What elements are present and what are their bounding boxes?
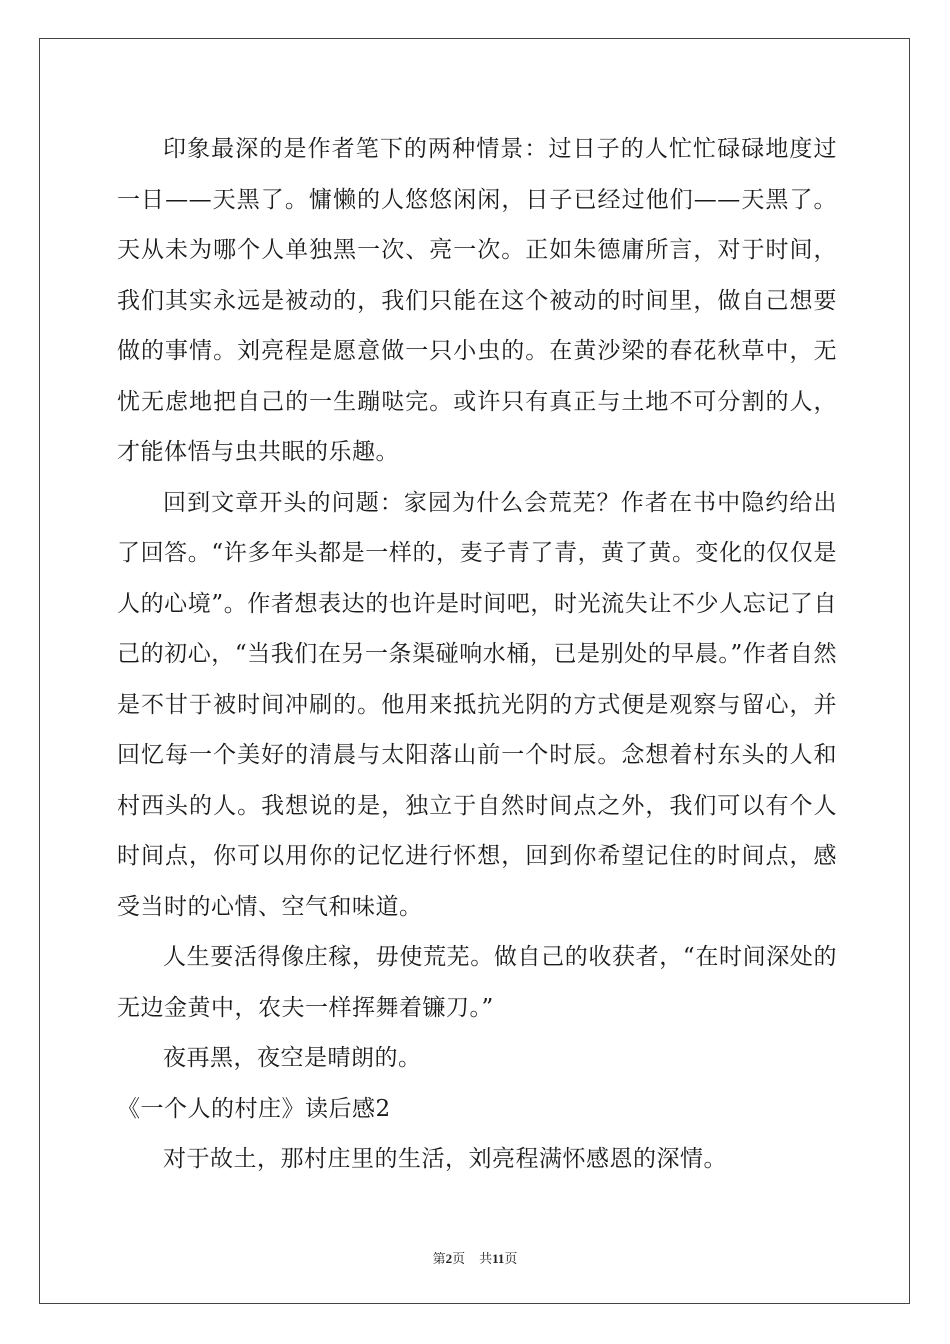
paragraph-3: 人生要活得像庄稼，毋使荒芜。做自己的收获者，“在时间深处的无边金黄中，农夫一样挥舞着镰刀。” — [117, 944, 837, 1021]
page-suffix: 页 — [452, 1251, 466, 1266]
page-prefix: 第 — [432, 1251, 446, 1266]
section-paragraph: 对于故土，那村庄里的生活，刘亮程满怀感恩的深情。 — [163, 1146, 727, 1172]
total-prefix: 共 — [479, 1251, 493, 1266]
page-number: 2 — [445, 1251, 453, 1266]
document-body — [117, 124, 837, 1185]
paragraph-2: 回到文章开头的问题：家园为什么会荒芜？作者在书中隐约给出了回答。“许多年头都是一样的，麦子青了青，黄了黄。变化的仅仅是人的心境”。作者想表达的也许是时间吧，时光流失让不少人忘记了自己的初心，“当我们在另一条渠碰响水桶，已是别处的早晨。”作者自然是不甘于被时间冲刷的。他用来抵抗光阴的方式便是观察与留心，并回忆每一个美好的清晨与太阳落山前一个时辰。念想着村东头的人和村西头的人。我想说的是，独立于自然时间点之外，我们可以有个人时间点，你可以用你的记忆进行怀想，回到你希望记住的时间点，感受当时的心情、空气和味道。 — [117, 489, 837, 920]
paragraph-4: 夜再黑，夜空是晴朗的。 — [163, 1045, 422, 1071]
section-title: 《一个人的村庄》读后感2 — [117, 1095, 391, 1122]
paragraph-1: 印象最深的是作者笔下的两种情景：过日子的人忙忙碌碌地度过一日——天黑了。慵懒的人悠悠闲闲，日子已经过他们——天黑了。天从未为哪个人单独黑一次、亮一次。正如朱德庸所言，对于时间，我们其实永远是被动的，我们只能在这个被动的时间里，做自己想要做的事情。刘亮程是愿意做一只小虫的。在黄沙梁的春花秋草中，无忧无虑地把自己的一生蹦哒完。或许只有真正与土地不可分割的人，才能体悟与虫共眠的乐趣。 — [117, 136, 837, 465]
page-footer — [0, 1248, 950, 1267]
total-pages: 11 — [492, 1251, 505, 1266]
total-suffix: 页 — [504, 1251, 518, 1266]
